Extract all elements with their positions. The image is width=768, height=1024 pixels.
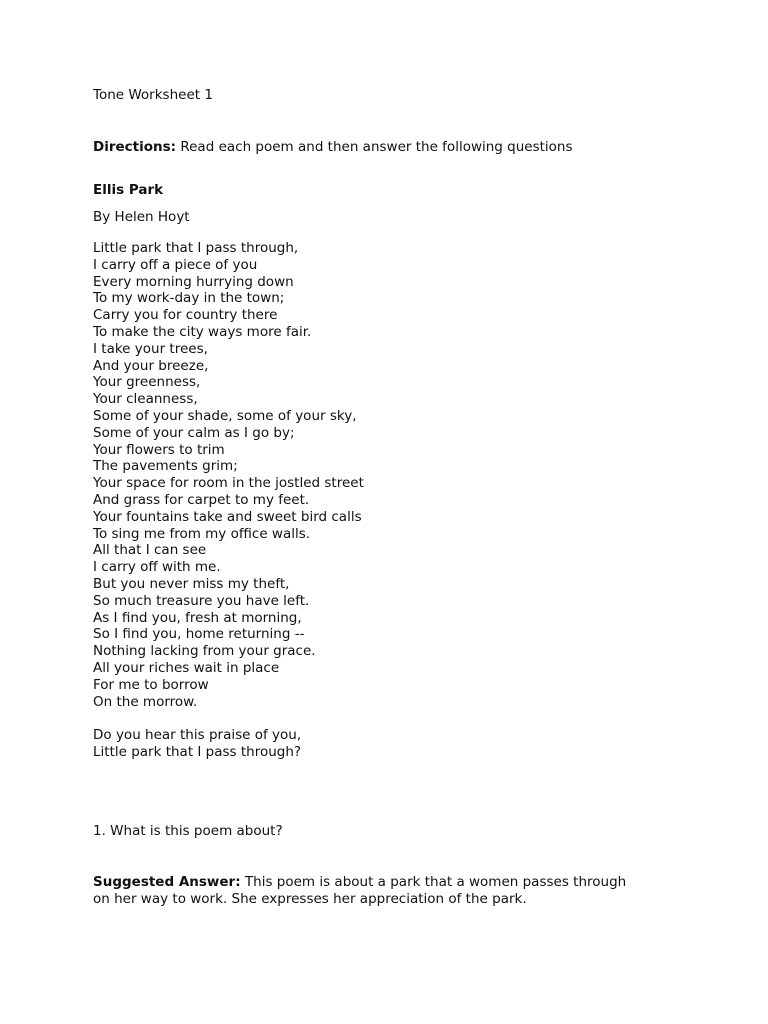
poem-line: But you never miss my theft, xyxy=(93,575,290,592)
poem-stanza-1 xyxy=(93,240,733,710)
poem-line: Your space for room in the jostled street xyxy=(93,475,364,492)
directions-label: Directions: xyxy=(93,139,177,155)
poem-line: Carry you for country there xyxy=(93,307,278,324)
poem-line: Your flowers to trim xyxy=(93,441,225,458)
poem-line: Do you hear this praise of you, xyxy=(93,727,302,744)
poem-line: Some of your shade, some of your sky, xyxy=(93,407,357,424)
poem-line: Your cleanness, xyxy=(93,391,198,408)
poem-line: So I find you, home returning -- xyxy=(93,626,305,643)
poem-line: And grass for carpet to my feet. xyxy=(93,491,310,508)
poem-line: Little park that I pass through? xyxy=(93,744,302,761)
poem-line: Every morning hurrying down xyxy=(93,273,294,290)
poem-line: And your breeze, xyxy=(93,357,209,374)
poem-line: To sing me from my office walls. xyxy=(93,525,311,542)
poem-title: Ellis Park xyxy=(93,182,164,198)
poem-line: All your riches wait in place xyxy=(93,659,280,676)
page-title: Tone Worksheet 1 xyxy=(93,87,213,103)
answer-text-line-2: on her way to work. She expresses her appreciation of the park. xyxy=(93,890,527,907)
poem-line: The pavements grim; xyxy=(93,458,238,475)
worksheet-page xyxy=(93,86,733,908)
poem-line: Some of your calm as I go by; xyxy=(93,424,295,441)
question-1: 1. What is this poem about? xyxy=(93,822,283,839)
poem-line: Your greenness, xyxy=(93,374,201,391)
poem-line: To make the city ways more fair. xyxy=(93,323,312,340)
directions-text: Read each poem and then answer the following questions xyxy=(176,139,573,155)
poem-line: Nothing lacking from your grace. xyxy=(93,643,316,660)
poem-byline: By Helen Hoyt xyxy=(93,209,190,225)
poem-line: I carry off a piece of you xyxy=(93,256,258,273)
poem-line: To my work-day in the town; xyxy=(93,290,285,307)
directions xyxy=(93,138,733,156)
answer-text-line-1: This poem is about a park that a women passes through xyxy=(240,873,627,890)
poem-stanza-2 xyxy=(93,727,733,761)
suggested-answer xyxy=(93,874,733,908)
poem-line: On the morrow. xyxy=(93,693,198,710)
poem-line: Your fountains take and sweet bird calls xyxy=(93,508,362,525)
poem-line: I take your trees, xyxy=(93,340,208,357)
poem-line: All that I can see xyxy=(93,542,207,559)
poem-line: Little park that I pass through, xyxy=(93,240,299,256)
poem-line: For me to borrow xyxy=(93,676,209,693)
poem-line: I carry off with me. xyxy=(93,559,221,576)
answer-label: Suggested Answer: xyxy=(93,873,241,890)
poem-line: So much treasure you have left. xyxy=(93,592,310,609)
poem-line: As I find you, fresh at morning, xyxy=(93,609,302,626)
